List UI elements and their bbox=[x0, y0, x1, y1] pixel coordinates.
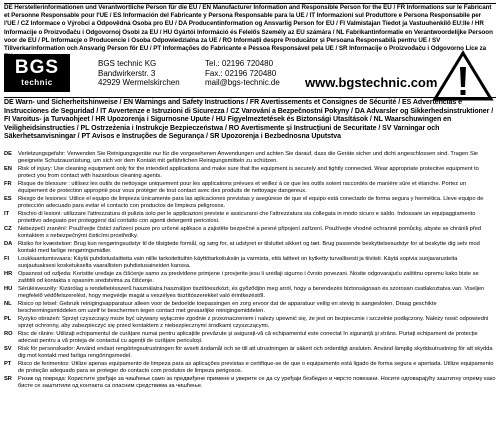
instruction-text: Loukkaantumisvaara: Käytä puhdistuslaitteita vain niille tarkoitettuihin käyttötarkoituksiin ja varmista, että laitteet on kytketty turvallisesti ja tiiviisti. Käytä sopivia suojavarusteita suojautuaksesi kosketukselta vaarallisten puhdistusaineiden kanssa. bbox=[18, 256, 458, 269]
section-divider bbox=[4, 97, 496, 98]
language-code: IT bbox=[4, 211, 10, 217]
warning-triangle-icon bbox=[432, 50, 494, 102]
instruction-text: Verletzungsgefahr: Verwenden Sie Reinigungsgeräte nur für die vorgesehenen Anwendungen und achten Sie darauf, dass die Geräte sicher und dicht angeschlossen sind. Tragen Sie geeignete Schutzausrüstung, um sich vor dem Kontakt mit gefährlichen Reinigungsmitteln zu schützen. bbox=[18, 151, 479, 164]
language-code: NL bbox=[4, 301, 12, 307]
instruction-text: Risico op letsel: Gebruik reinigingsapparatuur alleen voor de bedoelde toepassingen en zorg ervoor dat de apparatuur veilig en stevig is aangesloten. Draag geschikte beschermingsmiddelen om uzelf te beschermen tegen contact met gevaarlijke reinigingsmiddelen. bbox=[18, 301, 437, 314]
safety-instruction-pl bbox=[4, 316, 496, 330]
warnings-title: DE Warn- und Sicherheitshinweise / EN Warnings and Safety Instructions / FR Avertissements et Consignes de Sécurité / ES Advertencias e Instrucciones de Seguridad / IT Avvertenze e Istruzioni di Sicurezza / CZ Varování a Bezpečnostní Pokyny / DA Advarsler og Sikkerhedsinstruktioner / FI Varoitus- ja Turvaohjeet / HR Upozorenja i Sigurnosne Upute / HU Figyelmeztetések és Biztonsági Utasítások / NL Waarschuwingen en Veiligheidsinstructies / PL Ostrzeżenia i Instrukcje Bezpieczeństwa / RO Avertismente și Instrucțiuni de Securitate / SV Varningar och Säkerhetsanvisningar / PT Avisos e Instruções de Segurança / SR Upozorenja i Bezbednosna Uputstva bbox=[4, 99, 494, 141]
safety-instruction-en bbox=[4, 166, 496, 180]
instruction-text: Risc de rănire: Utilizați echipamentul de curățare numai pentru aplicațiile prevăzute și asigurați-vă că echipamentul este conectat în siguranță și strâns. Purtați echipament de protecție adecvat pentru a vă proteja de contactul cu agenții de curățare periculoși. bbox=[18, 331, 478, 344]
instruction-text: Opasnost od ozljeda: Koristite uređaje za čišćenje samo za predviđene primjene i provjerite jesu li uređaji sigurno i čvrsto povezani. Nosite odgovarajuću zaštitnu opremu kako biste se zaštitili od kontakta s opasnim sredstvima za čišćenje. bbox=[18, 271, 479, 284]
language-code: CZ bbox=[4, 226, 12, 232]
logo-sub-text: technic bbox=[21, 78, 53, 87]
contact-email: mail@bgs-technic.de bbox=[205, 78, 280, 88]
language-code: PT bbox=[4, 361, 12, 367]
contact-fax: Fax.: 02196 720480 bbox=[205, 68, 277, 78]
contact-phone: Tel.: 02196 720480 bbox=[205, 59, 274, 68]
language-code: PL bbox=[4, 316, 12, 322]
instruction-text: Sérülésveszély: Kizárólag a rendeltetésszerű használatra használjon tisztítóeszközt, és győződjön meg arról, hogy a berendezés biztonságosan és szorosan csatlakoztatva van. Viseljen megfelelő védőfelszerelést, hogy megvédje magát a veszélyes tisztítószerekkel való érintkezéstől. bbox=[18, 286, 485, 299]
instruction-text: Ryzyko obrażeń: Sprzęt czyszczący może być używany wyłącznie zgodnie z przeznaczeniem i należy upewnić się, że jest on bezpiecznie i szczelnie podłączony. Należy nosić odpowiedni sprzęt ochronny, aby zabezpieczyć się przed kontaktem z niebezpiecznymi środkami czyszczącymi. bbox=[18, 316, 489, 329]
safety-instruction-sv bbox=[4, 346, 496, 360]
safety-instructions-list bbox=[4, 151, 496, 391]
language-code: SR bbox=[4, 376, 12, 382]
language-code: FI bbox=[4, 256, 10, 262]
instruction-text: Rischio di lesioni: utilizzare l'attrezzatura di pulizia solo per le applicazioni previste e assicurarsi che l'attrezzatura sia collegata in modo sicuro e saldo. Indossare un equipaggiamento protettivo adeguato per proteggersi dal contatto con agenti detergenti pericolosi. bbox=[18, 211, 476, 224]
safety-instruction-sr bbox=[4, 376, 496, 390]
instruction-text: Risk för personskador: Använd endast rengöringsutrustningen för avsett ändamål och se till att utrustningen är säkert och ordentligt ansluten. Använd lämplig skyddsutrustning för att skydda dig mot kontakt med farliga rengöringsmedel. bbox=[18, 346, 493, 359]
safety-instruction-es bbox=[4, 196, 496, 210]
manufacturer-info-header: DE Herstellerinformationen und Verantwortliche Person für die EU / EN Manufacturer Information and Responsible Person for the EU / FR Informations sur le Fabricant et Personne Responsable pour l'UE / ES Información del Fabricante y Persona Responsable para la UE / IT Informazioni sul Produttore e Persona Responsabile per l'UE / CZ Informace o Výrobci a Odpovědná Osoba pro EU / DA Producentinformation og Ansvarlig Person for EU / FI Valmistajan Tiedot ja Vastuuhenkilö EU:lle / HR Informacije o Proizvođaču i Odgovornoj Osobi za EU / HU Gyártói Információ és Felelős Személy az EU számára / NL Fabrikantinformatie en Verantwoordelijke Persoon voor de EU / PL Informacje o Producencie i Osoba Odpowiedzialna za UE / RO Informații despre Producător și Persoana Responsabilă pentru UE / SV Tillverkarinformation och Ansvarig Person för EU / PT Informações do Fabricante e Pessoa Responsável pela UE / SR Informacije o Proizvođaču i Odgovorno Lice za bbox=[4, 4, 493, 53]
language-code: HR bbox=[4, 271, 13, 277]
safety-instruction-pt bbox=[4, 361, 496, 375]
instruction-text: Ризик од повреда: Користите уређаје за чишћење само за предвиђене примене и уверите се да су уређаји безбедно и чврсто повезани. Носите одговарајућу заштитну опрему како бисте се заштитили од контакта са опасним средствима за чишћење. bbox=[18, 376, 496, 389]
company-city: 42929 Wermelskirchen bbox=[98, 78, 180, 88]
instruction-text: Risk of injury: Use cleaning equipment only for the intended applications and make sure that the equipment is securely and tightly connected. Wear appropriate protective equipment to protect you from contact with hazardous cleaning agents. bbox=[18, 166, 479, 179]
instruction-text: Nebezpečí zranění: Používejte čisticí zařízení pouze pro určené aplikace a zajistěte bezpečné a pevné připojení zařízení. Používejte vhodné ochranné pomůcky, abyste se chránili před kontaktem s nebezpečnými čisticími prostředky. bbox=[18, 226, 482, 239]
safety-instruction-it bbox=[4, 211, 496, 225]
language-code: DE bbox=[4, 151, 12, 157]
company-street: Bandwirkerstr. 3 bbox=[98, 68, 156, 78]
company-address bbox=[98, 59, 180, 88]
safety-instruction-nl bbox=[4, 301, 496, 315]
instruction-text: Risco de ferimentos: Utilize apenas equipamento de limpeza para as aplicações previstas e certifique-se de que o equipamento está ligado de forma segura e apertada. Utilize equipamento de proteção adequado para se proteger do contacto com produtos de limpeza perigosos. bbox=[18, 361, 494, 374]
logo-main-text: BGS bbox=[14, 57, 60, 78]
instruction-text: Riesgo de lesiones: Utilice el equipo de limpieza únicamente para las aplicaciones previstas y asegúrese de que el equipo está conectado de forma segura y hermética. Lleve equipo de protección adecuado para evitar el contacto con productos de limpieza peligrosos. bbox=[18, 196, 484, 209]
safety-instruction-ro bbox=[4, 331, 496, 345]
language-code: FR bbox=[4, 181, 12, 187]
language-code: RO bbox=[4, 331, 13, 337]
safety-instruction-hu bbox=[4, 286, 496, 300]
language-code: ES bbox=[4, 196, 12, 202]
safety-instruction-fr bbox=[4, 181, 496, 195]
safety-instruction-hr bbox=[4, 271, 496, 285]
language-code: HU bbox=[4, 286, 13, 292]
safety-instruction-da bbox=[4, 241, 496, 255]
safety-instruction-fi bbox=[4, 256, 496, 270]
safety-instruction-cz bbox=[4, 226, 496, 240]
website-url: www.bgstechnic.com bbox=[305, 75, 438, 90]
company-contact bbox=[205, 59, 280, 88]
language-code: SV bbox=[4, 346, 12, 352]
bgs-technic-logo bbox=[4, 54, 70, 92]
language-code: DA bbox=[4, 241, 13, 247]
company-name: BGS technic KG bbox=[98, 59, 157, 68]
language-code: EN bbox=[4, 166, 12, 172]
safety-instruction-de bbox=[4, 151, 496, 165]
instruction-text: Risiko for kvæstelser: Brug kun rengøringsudstyr til de tilsigtede formål, og sørg for, at udstyret er tilsluttet sikkert og tæt. Brug passende beskyttelsesudstyr for at beskytte dig selv mod kontakt med farlige rengøringsmidler. bbox=[18, 241, 480, 254]
instruction-text: Risque de blessure : utilisez les outils de nettoyage uniquement pour les applications prévues et veillez à ce que les outils soient raccordés de manière sûre et étanche. Portez un équipement de protection approprié pour vous protéger de tout contact avec des produits de nettoyage dangereux. bbox=[18, 181, 466, 194]
